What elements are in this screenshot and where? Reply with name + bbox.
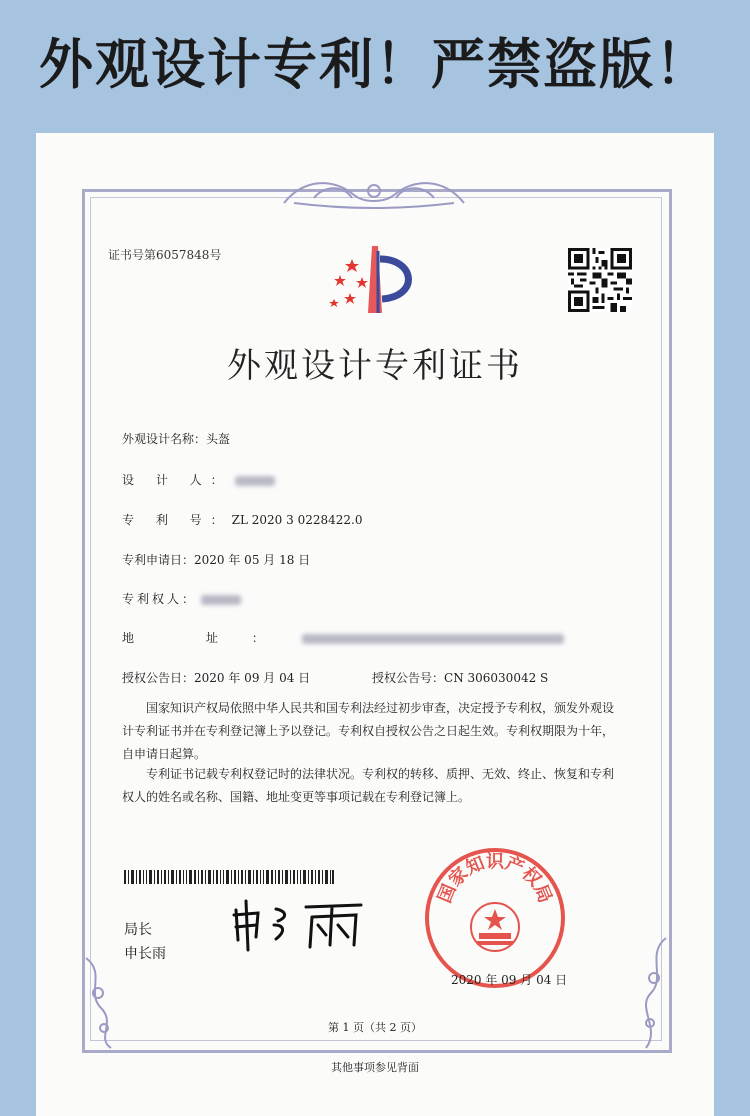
- banner-title: 外观设计专利！严禁盗版！: [39, 32, 711, 96]
- designer-row: [122, 471, 275, 488]
- page-indicator: 第 1 页（共 2 页）: [328, 1021, 422, 1034]
- bottom-left-ornament-icon: [76, 953, 136, 1053]
- director-name: 申长雨: [124, 946, 166, 962]
- filing-date-value: 2020 年 05 月 18 日: [194, 553, 311, 567]
- cnipa-logo-icon: [320, 241, 430, 321]
- barcode-icon: [124, 870, 334, 884]
- design-name-row: [122, 430, 230, 447]
- grant-statement: 国家知识产权局依照中华人民共和国专利法经过初步审查，决定授予专利权，颁发外观设计专利证书并在专利登记簿上予以登记。专利权自授权公告之日起生效。专利权期限为十年，自申请日起算。: [122, 701, 615, 761]
- header-banner: [0, 0, 750, 120]
- certificate-inner-frame: [90, 197, 662, 1041]
- grant-date-value: 2020 年 09 月 04 日: [194, 671, 311, 685]
- patent-number-label: 专 利 号：: [122, 513, 232, 527]
- legal-status-statement: 专利证书记载专利权登记时的法律状况。专利权的转移、质押、无效、终止、恢复和专利权人的姓名或名称、国籍、地址变更等事项记载在专利登记簿上。: [122, 767, 615, 804]
- patent-number-row: [122, 511, 362, 528]
- filing-date-row: [122, 551, 310, 568]
- seal-date: 2020 年 09 月 04 日: [451, 973, 568, 987]
- back-note: 其他事项参见背面: [331, 1061, 419, 1074]
- certificate-paper: [36, 133, 714, 1116]
- design-name-value: 头盔: [206, 432, 231, 446]
- grant-number-row: [372, 669, 548, 686]
- qr-code-icon: [568, 248, 632, 312]
- certificate-number: 证书号第6057848号: [108, 248, 222, 262]
- address-label: 地 址：: [122, 631, 298, 645]
- grant-number-label: 授权公告号：: [372, 671, 445, 685]
- grant-date-row: [122, 669, 310, 686]
- bottom-right-ornament-icon: [616, 933, 676, 1053]
- address-redacted: [302, 634, 564, 644]
- grant-number-value: CN 306030042 S: [444, 671, 549, 685]
- svg-text:国家知识产权局: 国家知识产权局: [434, 851, 556, 907]
- design-name-label: 外观设计名称：: [122, 432, 207, 446]
- grant-date-label: 授权公告日：: [122, 671, 195, 685]
- director-title: 局长: [124, 922, 152, 938]
- designer-label: 设 计 人：: [122, 473, 232, 487]
- top-ornament-icon: [274, 173, 474, 213]
- patentee-label: 专利权人：: [122, 592, 198, 606]
- filing-date-label: 专利申请日：: [122, 553, 195, 567]
- official-seal-icon: [422, 845, 568, 991]
- certificate-title: 外观设计专利证书: [227, 346, 523, 386]
- patent-number-value: ZL 2020 3 0228422.0: [231, 513, 363, 527]
- address-row: [122, 629, 564, 646]
- patentee-row: [122, 590, 241, 607]
- designer-redacted: [235, 476, 275, 486]
- director-signature-icon: [226, 895, 376, 955]
- patentee-redacted: [201, 595, 241, 605]
